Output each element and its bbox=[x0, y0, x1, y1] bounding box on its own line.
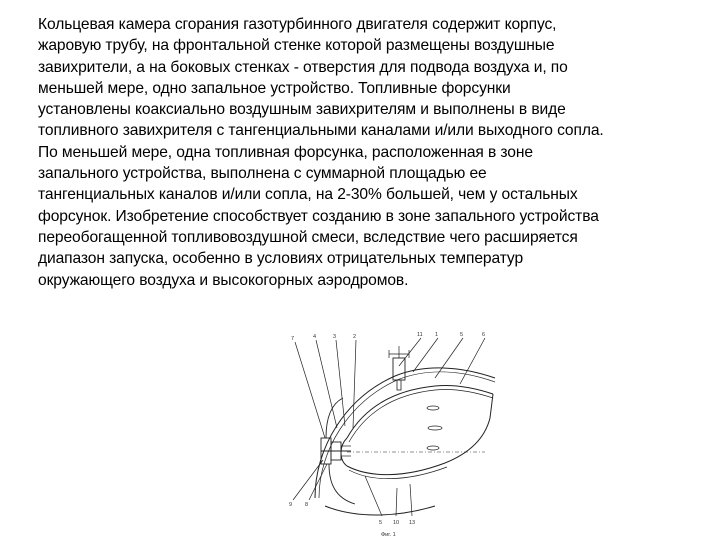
callout-1: 1 bbox=[435, 332, 439, 338]
figure-caption: Фиг. 1 bbox=[381, 532, 396, 538]
abstract-line: По меньшей мере, одна топливная форсунка, расположенная в зоне bbox=[38, 143, 533, 161]
abstract-line: меньшей мере, одно запальное устройство. Топливные форсунки bbox=[38, 79, 511, 97]
patent-drawing-combustion-chamber bbox=[285, 328, 500, 540]
abstract-line: переобогащенной топливовоздушной смеси, вследствие чего расширяется bbox=[38, 228, 578, 246]
abstract-line: Кольцевая камера сгорания газотурбинного двигателя содержит корпус, bbox=[38, 16, 557, 33]
abstract-line: окружающего воздуха и высокогорных аэродромов. bbox=[38, 271, 409, 289]
abstract-line: завихрители, а на боковых стенках - отверстия для подвода воздуха и, по bbox=[38, 58, 568, 76]
abstract-line: диапазон запуска, особенно в условиях отрицательных температур bbox=[38, 250, 524, 268]
callout-7: 7 bbox=[291, 336, 295, 342]
abstract-line: установлены коаксиально воздушным завихрителям и выполнены в виде bbox=[38, 101, 566, 119]
abstract-text bbox=[38, 14, 708, 291]
abstract-line: форсунок. Изобретение способствует созданию в зоне запального устройства bbox=[38, 207, 599, 225]
callout-13: 13 bbox=[409, 520, 416, 526]
callout-5: 5 bbox=[460, 332, 464, 338]
callout-11: 11 bbox=[417, 332, 423, 338]
callout-10: 10 bbox=[393, 520, 400, 526]
abstract-line: топливного завихрителя с тангенциальными каналами и/или выходного сопла. bbox=[38, 122, 604, 140]
callout-6: 6 bbox=[482, 332, 486, 338]
abstract-line: жаровую трубу, на фронтальной стенке которой размещены воздушные bbox=[38, 37, 555, 55]
callout-8: 8 bbox=[305, 502, 309, 508]
callout-3: 3 bbox=[333, 334, 337, 340]
callout-2: 2 bbox=[353, 334, 357, 340]
callout-4: 4 bbox=[313, 334, 317, 340]
callout-9: 9 bbox=[289, 502, 293, 508]
abstract-line: тангенциальных каналов и/или сопла, на 2-30% большей, чем у остальных bbox=[38, 186, 578, 204]
callout-5-lower: 5 bbox=[379, 520, 383, 526]
abstract-line: запального устройства, выполнена с суммарной площадью ее bbox=[38, 165, 487, 183]
